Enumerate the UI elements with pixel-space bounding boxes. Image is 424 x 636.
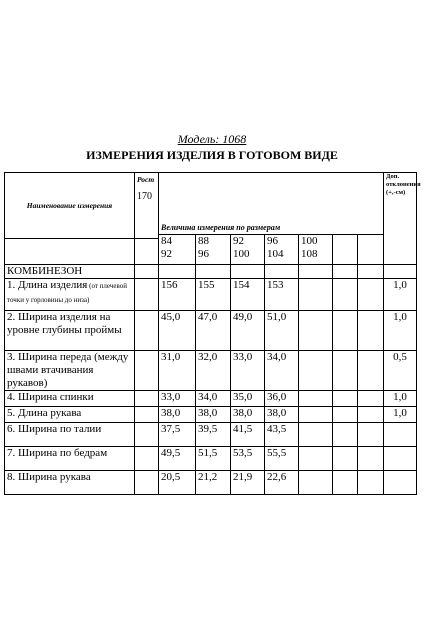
blank-cell	[135, 239, 159, 265]
measurement-value	[333, 311, 358, 351]
measurement-name: 8. Ширина рукава	[7, 471, 91, 483]
measurement-value	[358, 311, 384, 351]
section-row	[5, 265, 417, 279]
header-sizes-label: Величина измерения по размерам	[161, 223, 281, 232]
section-empty-cell	[333, 265, 358, 279]
measurement-name: 6. Ширина по талии	[7, 423, 102, 435]
header-rost-label: Рост	[137, 175, 155, 184]
measurement-value: 45,0	[159, 311, 196, 351]
document-title: ИЗМЕРЕНИЯ ИЗДЕЛИЯ В ГОТОВОМ ВИДЕ	[86, 148, 338, 162]
measurement-value: 55,5	[265, 447, 299, 471]
size-cell: 88 96	[196, 235, 231, 265]
measurement-value	[333, 447, 358, 471]
measurement-value: 34,0	[196, 391, 231, 407]
measurement-value	[333, 471, 358, 495]
measurement-value	[299, 407, 333, 423]
rost-empty-cell	[135, 423, 159, 447]
measurement-name-cell	[5, 407, 135, 423]
section-empty-cell	[358, 265, 384, 279]
section-empty-cell	[159, 265, 196, 279]
header-sizes-cell	[159, 173, 384, 235]
measurement-value: 33,0	[159, 391, 196, 407]
measurement-name-cell	[5, 391, 135, 407]
measurement-value	[358, 279, 384, 311]
size-cell	[358, 235, 384, 265]
measurements-table	[4, 172, 421, 495]
tolerance-value: 1,0	[384, 279, 417, 311]
tolerance-value	[384, 471, 417, 495]
measurement-value	[358, 423, 384, 447]
measurement-value: 154	[231, 279, 265, 311]
measurement-name-cell	[5, 311, 135, 351]
measurement-name: 2. Ширина изделия на уровне глубины проймы	[7, 311, 122, 336]
measurement-value: 37,5	[159, 423, 196, 447]
measurement-value: 53,5	[231, 447, 265, 471]
section-empty-cell	[265, 265, 299, 279]
measurement-value	[299, 391, 333, 407]
measurement-row	[5, 423, 417, 447]
rost-empty-cell	[135, 311, 159, 351]
measurement-value	[358, 351, 384, 391]
rost-empty-cell	[135, 279, 159, 311]
measurement-value: 51,0	[265, 311, 299, 351]
measurement-value	[333, 391, 358, 407]
header-name-cell	[5, 173, 135, 239]
tolerance-value: 1,0	[384, 391, 417, 407]
measurement-row	[5, 391, 417, 407]
header-dop-label: Доп. отклонения (+,-см)	[386, 173, 421, 196]
measurement-value	[299, 311, 333, 351]
measurement-value: 43,5	[265, 423, 299, 447]
measurement-value: 34,0	[265, 351, 299, 391]
measurement-value	[358, 407, 384, 423]
header-dop-cell	[384, 173, 421, 265]
measurement-value: 39,5	[196, 423, 231, 447]
measurement-value: 38,0	[159, 407, 196, 423]
measurement-name: 1. Длина изделия	[7, 279, 88, 291]
measurement-value	[333, 351, 358, 391]
measurement-note: (от плечевой точки у горловины до низа)	[7, 282, 127, 304]
section-title: КОМБИНЕЗОН	[5, 265, 135, 279]
section-empty-cell	[384, 265, 417, 279]
section-empty-cell	[196, 265, 231, 279]
measurement-value	[299, 279, 333, 311]
measurement-name: 3. Ширина переда (между швами втачивания рукавов)	[7, 351, 129, 389]
section-empty-cell	[299, 265, 333, 279]
measurement-value	[299, 471, 333, 495]
tolerance-value	[384, 423, 417, 447]
rost-empty-cell	[135, 471, 159, 495]
section-empty-cell	[231, 265, 265, 279]
size-cell: 84 92	[159, 235, 196, 265]
measurement-value: 51,5	[196, 447, 231, 471]
measurement-row	[5, 279, 417, 311]
measurement-value: 49,5	[159, 447, 196, 471]
measurement-value: 33,0	[231, 351, 265, 391]
measurement-value: 20,5	[159, 471, 196, 495]
measurement-row	[5, 311, 417, 351]
measurement-value: 22,6	[265, 471, 299, 495]
rost-empty-cell	[135, 391, 159, 407]
size-cell: 96 104	[265, 235, 299, 265]
measurement-value: 153	[265, 279, 299, 311]
tolerance-value	[384, 447, 417, 471]
measurement-value: 21,9	[231, 471, 265, 495]
measurement-value: 21,2	[196, 471, 231, 495]
blank-cell	[5, 239, 135, 265]
header-name-label: Наименование измерения	[26, 201, 113, 210]
size-cell: 92 100	[231, 235, 265, 265]
measurement-value	[299, 351, 333, 391]
measurement-name: 7. Ширина по бедрам	[7, 447, 108, 459]
header-rost-value: 170	[137, 191, 152, 202]
measurement-value: 155	[196, 279, 231, 311]
measurement-value: 36,0	[265, 391, 299, 407]
tolerance-value: 1,0	[384, 311, 417, 351]
model-label: Модель: 1068	[177, 132, 247, 146]
measurement-value: 156	[159, 279, 196, 311]
measurement-value: 49,0	[231, 311, 265, 351]
header-row	[5, 173, 417, 235]
measurement-value	[333, 407, 358, 423]
measurement-value	[333, 423, 358, 447]
measurement-name-cell	[5, 423, 135, 447]
size-cell	[333, 235, 358, 265]
rost-empty-cell	[135, 351, 159, 391]
measurement-value: 38,0	[196, 407, 231, 423]
measurement-value	[299, 447, 333, 471]
measurement-row	[5, 471, 417, 495]
measurement-value: 38,0	[231, 407, 265, 423]
tolerance-value: 0,5	[384, 351, 417, 391]
measurement-value: 32,0	[196, 351, 231, 391]
measurement-value	[358, 447, 384, 471]
measurement-row	[5, 351, 417, 391]
measurement-name-cell	[5, 279, 135, 311]
measurement-name: 5. Длина рукава	[7, 407, 82, 419]
header-rost-cell	[135, 173, 159, 239]
measurement-value	[299, 423, 333, 447]
measurement-name: 4. Ширина спинки	[7, 391, 94, 403]
measurement-value: 31,0	[159, 351, 196, 391]
measurement-value: 38,0	[265, 407, 299, 423]
tolerance-value: 1,0	[384, 407, 417, 423]
measurement-row	[5, 407, 417, 423]
measurement-row	[5, 447, 417, 471]
measurement-name-cell	[5, 471, 135, 495]
measurement-value: 41,5	[231, 423, 265, 447]
rost-empty-cell	[135, 447, 159, 471]
measurement-value	[333, 279, 358, 311]
rost-empty-cell	[135, 407, 159, 423]
measurement-value: 35,0	[231, 391, 265, 407]
measurement-value: 47,0	[196, 311, 231, 351]
section-empty-cell	[135, 265, 159, 279]
measurement-value	[358, 471, 384, 495]
measurement-name-cell	[5, 447, 135, 471]
measurement-name-cell	[5, 351, 135, 391]
measurement-value	[358, 391, 384, 407]
size-cell: 100 108	[299, 235, 333, 265]
